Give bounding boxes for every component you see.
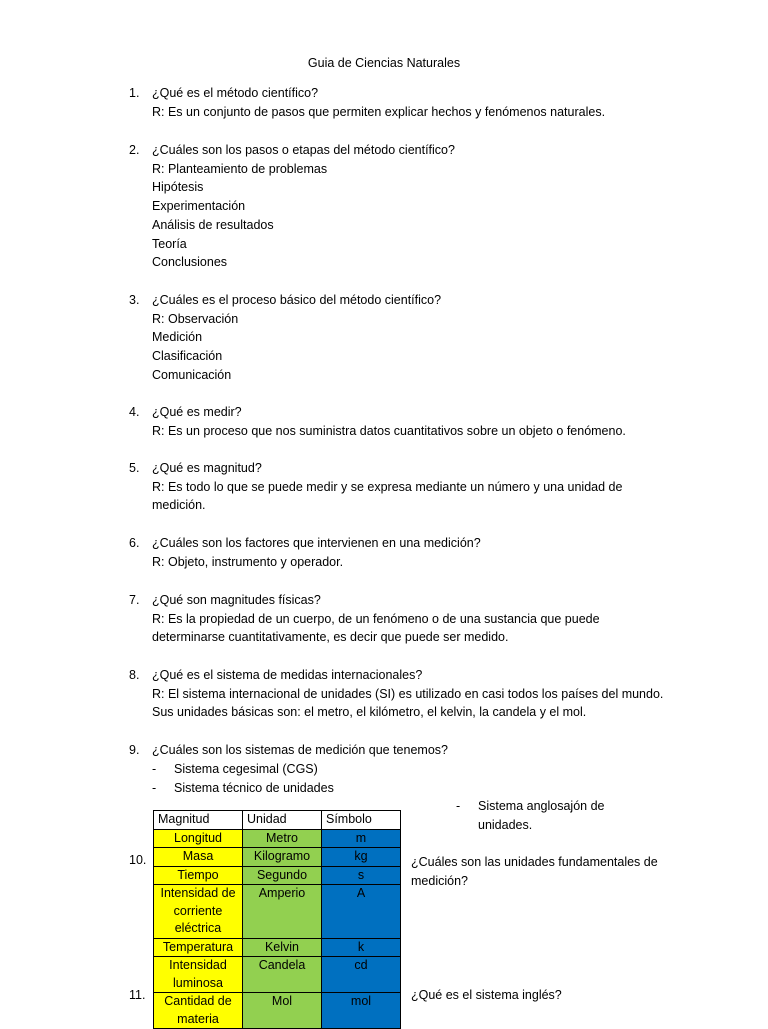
- question-2: [129, 141, 689, 272]
- list-item-text: Sistema técnico de unidades: [174, 781, 334, 795]
- dash-bullet: -: [152, 762, 157, 776]
- answer-text: Experimentación: [152, 199, 246, 214]
- question-number: 6.: [129, 536, 140, 550]
- table-cell-unidad: Amperio: [243, 885, 322, 939]
- table-cell-simbolo: cd: [322, 957, 401, 993]
- answer-text: Teoría: [152, 236, 187, 251]
- dash-bullet: -: [152, 781, 157, 795]
- question-5: [129, 459, 689, 515]
- table-cell-unidad: Metro: [243, 829, 322, 848]
- answer-text: R: Es todo lo que se puede medir y se expresa mediante un número y una unidad de: [152, 479, 623, 494]
- question-number: 5.: [129, 461, 140, 475]
- question-8: [129, 666, 689, 722]
- table-cell-unidad: Segundo: [243, 866, 322, 885]
- answer-text: Sus unidades básicas son: el metro, el kilómetro, el kelvin, la candela y el mol.: [152, 705, 587, 720]
- question-number: 4.: [129, 405, 140, 419]
- table-row: [154, 993, 401, 1029]
- table-cell-simbolo: mol: [322, 993, 401, 1029]
- table-cell-simbolo: m: [322, 829, 401, 848]
- table-cell-magnitud: Masa: [154, 848, 243, 867]
- table-cell-magnitud: Intensidad luminosa: [154, 957, 243, 993]
- answer-text: R: El sistema internacional de unidades (SI) es utilizado en casi todos los países del mundo.: [152, 686, 664, 701]
- table-cell-magnitud: Longitud: [154, 829, 243, 848]
- table-cell-magnitud: Tiempo: [154, 866, 243, 885]
- question-text: ¿Cuáles son las unidades fundamentales de medición?: [411, 855, 658, 888]
- answer-text: Hipótesis: [152, 180, 204, 195]
- answer-text: R: Planteamiento de problemas: [152, 161, 328, 176]
- question-4: [129, 403, 689, 440]
- question-1: [129, 84, 689, 121]
- question-number: 11.: [129, 988, 146, 1002]
- answer-text: R: Es un conjunto de pasos que permiten explicar hechos y fenómenos naturales.: [152, 104, 606, 119]
- question-6: [129, 534, 689, 571]
- table-row: [154, 938, 401, 957]
- table-cell-simbolo: kg: [322, 848, 401, 867]
- table-cell-magnitud: Cantidad de materia: [154, 993, 243, 1029]
- question-number: 2.: [129, 143, 140, 157]
- table-cell-unidad: Mol: [243, 993, 322, 1029]
- question-number: 8.: [129, 668, 140, 682]
- table-cell-unidad: Kilogramo: [243, 848, 322, 867]
- question-number: 1.: [129, 86, 140, 100]
- table-row: [154, 848, 401, 867]
- answer-text: R: Observación: [152, 311, 239, 326]
- question-text: ¿Cuáles son los sistemas de medición que tenemos?: [152, 743, 448, 757]
- question-text: ¿Qué es magnitud?: [152, 461, 262, 475]
- table-cell-magnitud: Intensidad de corriente eléctrica: [154, 885, 243, 939]
- answer-text: R: Es un proceso que nos suministra datos cuantitativos sobre un objeto o fenómeno.: [152, 423, 626, 438]
- question-3: [129, 291, 689, 385]
- table-cell-simbolo: A: [322, 885, 401, 939]
- table-cell-unidad: Candela: [243, 957, 322, 993]
- units-table: [153, 810, 401, 1029]
- answer-text: R: Objeto, instrumento y operador.: [152, 554, 344, 569]
- answer-text: Comunicación: [152, 367, 232, 382]
- question-text: ¿Qué es el método científico?: [152, 86, 319, 100]
- answer-text: R: Es la propiedad de un cuerpo, de un fenómeno o de una sustancia que puede: [152, 611, 600, 626]
- dash-bullet: -: [456, 799, 461, 813]
- table-cell-unidad: Kelvin: [243, 938, 322, 957]
- question-text: ¿Qué es el sistema de medidas internacionales?: [152, 668, 423, 682]
- list-item: [152, 779, 334, 798]
- table-header-row: [154, 811, 401, 830]
- question-number: 9.: [129, 743, 140, 757]
- answer-text: medición.: [152, 498, 206, 513]
- column-header: Unidad: [243, 811, 322, 830]
- answer-text: determinarse cuantitativamente, es decir que puede ser medido.: [152, 630, 509, 645]
- table-row: [154, 829, 401, 848]
- table-cell-simbolo: s: [322, 866, 401, 885]
- list-item: [152, 760, 318, 779]
- table-cell-simbolo: k: [322, 938, 401, 957]
- list-item-text: Sistema anglosajón de unidades.: [478, 799, 605, 832]
- question-text: ¿Qué es el sistema inglés?: [411, 988, 562, 1002]
- answer-text: Análisis de resultados: [152, 217, 274, 232]
- question-9: [129, 741, 689, 760]
- question-text: ¿Cuáles es el proceso básico del método científico?: [152, 293, 442, 307]
- question-text: ¿Qué es medir?: [152, 405, 242, 419]
- question-number: 7.: [129, 593, 140, 607]
- table-row: [154, 885, 401, 939]
- answer-text: Clasificación: [152, 349, 223, 364]
- question-text: ¿Cuáles son los pasos o etapas del método científico?: [152, 143, 455, 157]
- question-text: ¿Cuáles son los factores que intervienen en una medición?: [152, 536, 481, 550]
- question-7: [129, 591, 689, 647]
- question-text: ¿Qué son magnitudes físicas?: [152, 593, 321, 607]
- list-item-text: Sistema cegesimal (CGS): [174, 762, 318, 776]
- table-cell-magnitud: Temperatura: [154, 938, 243, 957]
- column-header: Símbolo: [322, 811, 401, 830]
- table-row: [154, 866, 401, 885]
- document-title: Guia de Ciencias Naturales: [307, 56, 461, 70]
- answer-text: Conclusiones: [152, 255, 228, 270]
- column-header: Magnitud: [154, 811, 243, 830]
- answer-text: Medición: [152, 330, 203, 345]
- question-number: 10.: [129, 853, 147, 867]
- table-row: [154, 957, 401, 993]
- question-number: 3.: [129, 293, 140, 307]
- list-item: [456, 797, 618, 834]
